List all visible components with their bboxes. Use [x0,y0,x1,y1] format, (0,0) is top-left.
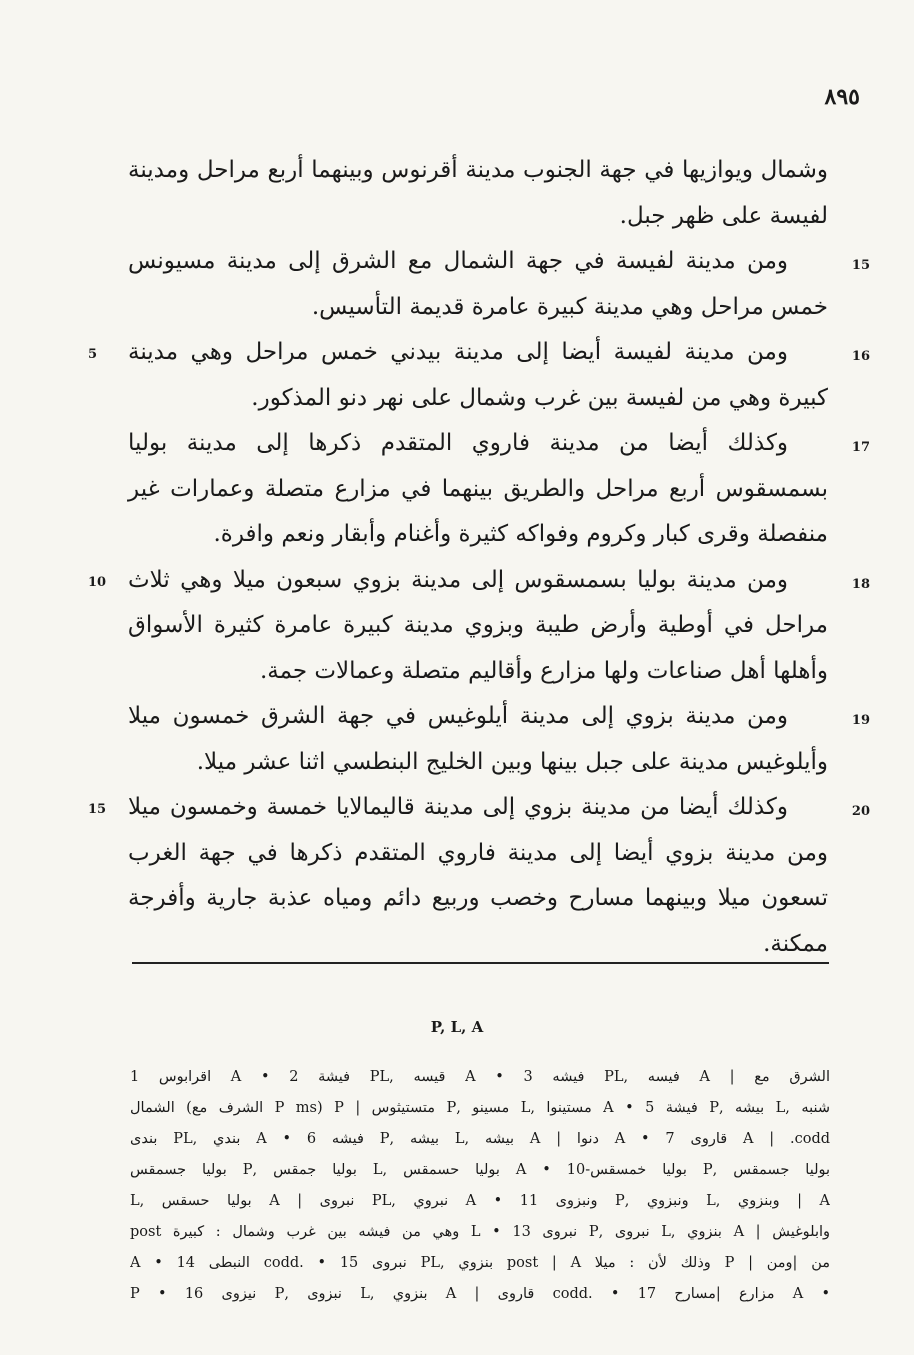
paragraph [88,330,870,421]
footnote-divider [132,962,829,964]
line-number-marker: 5 [88,347,98,362]
paragraph [88,558,870,695]
apparatus-line: من |ومن | P وذلك لأن : ميلا post | A بنزوي ,PL نبروى 15 • .codd النبطى 14 • A [130,1255,830,1271]
paragraph [128,239,870,330]
apparatus-line: • A مزارع |مسارح 17 • .codd قاروى | A بنزوي ,L نبزوى ,P نيزوى 16 • P [130,1286,830,1302]
paragraph [128,421,870,558]
paragraph-number: 18 [851,576,870,592]
apparatus-line: A | وبنزوي ,L ونبزوي ,P ونبزوى 11 • A نبروي ,PL نبروى | A بوليا حسقس ,L [130,1193,830,1209]
apparatus-sigla: P, L, A [430,1018,484,1036]
apparatus-line: الشرق مع | A فيسه ,PL فيشه 3 • A قيسه ,PL فيشة 2 • A اقرابوس 1 [130,1069,830,1085]
paragraph-text: ومن مدينة لفيسة في جهة الشمال مع الشرق إلى مدينة مسيونس خمس مراحل وهي مدينة كبيرة عامرة قديمة التأسيس. [128,248,828,320]
paragraph-text: ومن مدينة بزوي إلى مدينة أيلوغيس في جهة الشرق خمسون ميلا وأيلوغيس مدينة على جبل بينها وبين الخليج البنطسي اثنا عشر ميلا. [128,703,828,775]
paragraph-number: 17 [851,440,870,455]
apparatus-line: شنبه ,L بيشه ,P فيشة 5 • A مستينوا ,L مسينو ,P متستيثوس | P (P ms الشرف مع) الشمال [130,1100,830,1116]
paragraph [128,148,828,239]
paragraph-text: وشمال ويوازيها في جهة الجنوب مدينة أقرنوس وبينهما أربع مراحل ومدينة لفيسة على ظهر جبل. [128,157,828,229]
paragraph-number: 20 [851,804,870,819]
paragraph-text: ومن مدينة لفيسة أيضا إلى مدينة بيدني خمس مراحل وهي مدينة كبيرة وهي من لفيسة بين غرب وشمال على نهر دنو المذكور. [128,339,828,411]
paragraph-number: 19 [851,713,870,728]
apparatus-line: بوليا جسمقس ,P بوليا خمسقس-10 • A بوليا حسمقس ,L بوليا جمقس ,P بوليا جسمقس [130,1162,830,1178]
paragraph-text: ومن مدينة بوليا بسمسقوس إلى مدينة بزوي سبعون ميلا وهي ثلاث مراحل في أوطية وأرض طيبة وبزوي مدينة كبيرة عامرة كثيرة الأسواق وأهلها أهل صناعات ولها مزارع وأقاليم متصلة وعمالات جمة. [128,566,828,684]
paragraph-number: 15 [851,258,870,273]
paragraph-text: وكذلك أيضا من مدينة بزوي إلى مدينة قاليمالايا خمسة وخمسون ميلا ومن مدينة بزوي أيضا إلى مدينة فاروي المتقدم ذكرها في جهة الغرب تسعون ميلا وبينهما مسارح وخصب وربيع دائم ومياه عذبة جارية وأفرجة ممكنة. [128,794,828,957]
paragraph-text: وكذلك أيضا من مدينة فاروي المتقدم ذكرها إلى مدينة بوليا بسمسقوس أربع مراحل والطريق بينهما في مزارع متصلة وعمارات غير منفصلة وقرى كبار وكروم وفواكه كثيرة وأغنام وأبقار ونعم وافرة. [128,430,828,547]
paragraph-number: 16 [851,349,870,364]
line-number-marker: 10 [88,574,107,590]
page-number: ٨٩٥ [824,84,860,110]
line-number-marker: 15 [88,802,107,817]
main-text [0,148,914,967]
apparatus-line: A | .codd قاروى 7 • A دنوا | A بيشه ,L بيشه ,P فيشه 6 • A بندي ,PL بندى [130,1131,830,1147]
critical-apparatus [130,1062,830,1310]
apparatus-line: وابلوغيش | A بنزوي ,L نبروى ,P نبروى 13 • L وهي من فيشه بين غرب وشمال : كبيرة post [130,1224,830,1240]
paragraph [88,785,870,967]
paragraph [128,694,870,785]
